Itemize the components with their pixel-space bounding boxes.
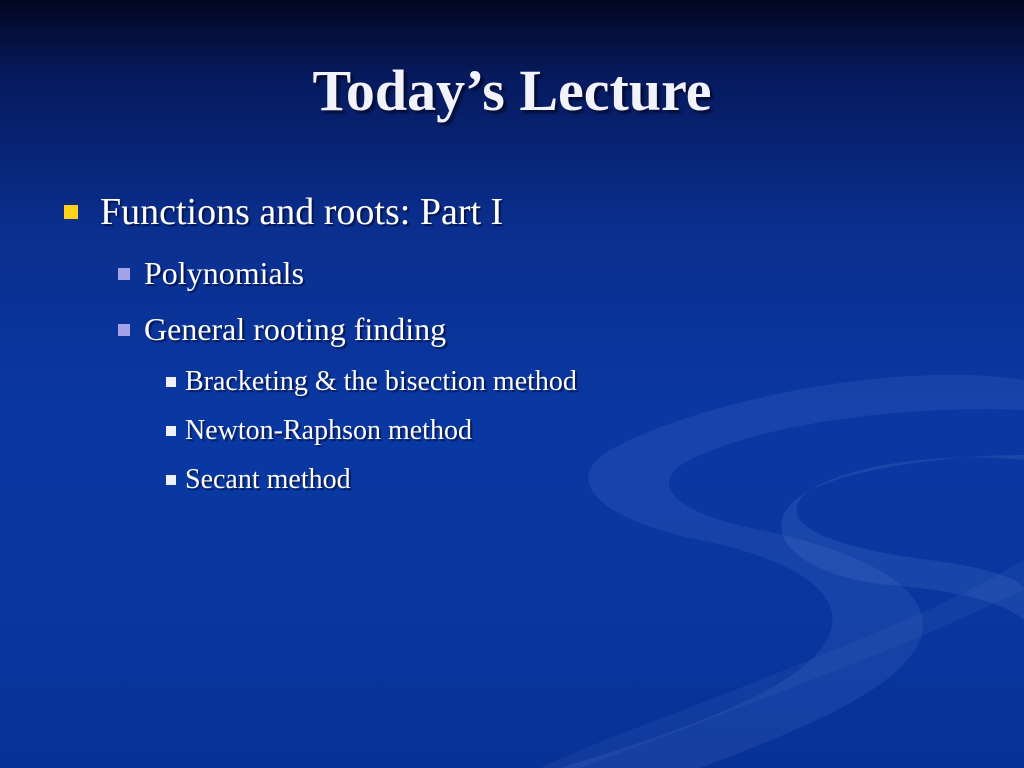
square-bullet-icon (118, 324, 130, 336)
square-bullet-icon (166, 475, 176, 485)
bullet-item-secant (166, 464, 351, 496)
bullet-text: Bracketing & the bisection method (185, 366, 577, 397)
square-bullet-icon (166, 426, 176, 436)
slide-title: Today’s Lecture (312, 58, 712, 123)
bullet-text: General rooting finding (144, 311, 447, 347)
bullet-text: Polynomials (144, 255, 305, 291)
bullet-item-general-root-finding (118, 311, 446, 348)
bullet-item-polynomials (118, 255, 304, 292)
bullet-item-functions-and-roots (64, 190, 503, 234)
bullet-text: Functions and roots: Part I (100, 191, 504, 233)
square-bullet-icon (64, 205, 78, 219)
square-bullet-icon (166, 377, 176, 387)
bullet-text: Secant method (185, 464, 351, 495)
bullet-item-bisection (166, 366, 577, 398)
bullet-item-newton-raphson (166, 415, 472, 447)
bullet-text: Newton-Raphson method (185, 415, 472, 446)
square-bullet-icon (118, 268, 130, 280)
